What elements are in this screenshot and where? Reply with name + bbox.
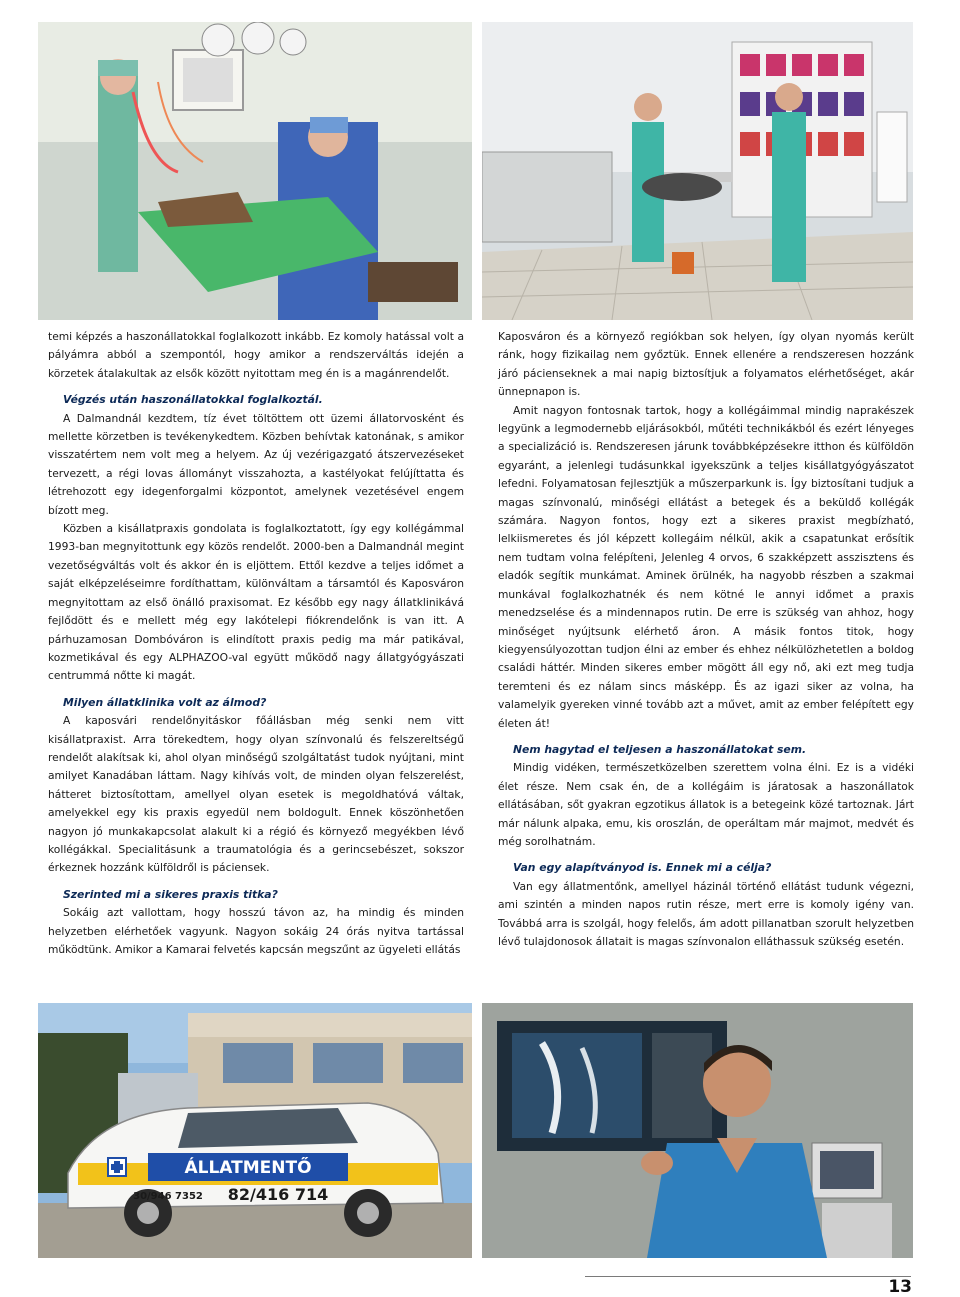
paragraph: A Dalmandnál kezdtem, tíz évet töltöttem ott üzemi állatorvosként és mellette körzetben is tevékenykedtem. Közben behívtak katonának, s amikor visszatértem nem volt meg a helyem. Az új vezérigazgató átszervezéseket tervezett, a régi lovas állományt visszahozta, a kastélyokat felújíttatta és létrehozott egy idegenforgalmi központot, amelynek vezetésével engem bízott meg. (48, 411, 464, 517)
page-number: 13 (888, 1277, 912, 1297)
paragraph: Van egy állatmentőnk, amellyel házinál történő ellátást tudunk végezni, ami szintén a minden napos rutin része, mert erre is komoly igény van. Továbbá arra is szolgál, hogy felelős, ám adott pillanatban szorult helyzetben lévő tulajdonosok állatait is magas színvonalon elláthassuk szükség esetén. (498, 879, 914, 948)
interview-question: Milyen állatklinika volt az álmod? (63, 695, 267, 709)
left-text-column (48, 328, 464, 959)
interview-question: Végzés után haszonállatokkal foglalkoztál. (63, 393, 323, 407)
right-text-column (498, 328, 914, 951)
paragraph: Amit nagyon fontosnak tartok, hogy a kollégáimmal mindig naprakészek legyünk a legmodernebb eljárásokból, műtéti technikákból és ezért lényeges a specializáció is. Rendszeresen járunk továbbképzésekre itthon és külföldön egyaránt, a jelenlegi tudásunkkal igyekszünk a teljes kisállatgyógyászatot lefedni. Folyamatosan fejlesztjük a műszerparkunk is. Így biztosítani tudjuk a magas színvonalú, minőségi ellátást a betegek és a beküldő kollégák számára. Nagyon fontos, hogy ezt a sikeres praxist megbízható, lelkiismeretes és jól képzett kollegáim nélkül, akik a csapatunkat erősítik nem tudtam volna felépíteni, Jelenleg 4 orvos, 6 szakképzett asszisztens és eladók segítik munkámat. Aminek örülnék, ha nagyobb részben a szakmai munkával foglalkozhatnék és nem kötné le annyi időmet a praxis menedzselése és a mindennapos rutin. De erre is szükség van ahhoz, hogy minőséget nyújtsunk elérhető áron. A másik fontos titok, hogy kiegyensúlyozottan tudjon élni az ember és ehhez nélkülözhetetlen a boldog családi háttér. Minden sikeres ember mögött áll egy nő, aki ezt meg tudja teremteni és ez nálam sincs másképp. És az igazi siker az volna, ha valamelyik gyereken vinné tovább azt a művet, amit az ember felépített egy életen át! (498, 403, 914, 730)
paragraph: Sokáig azt vallottam, hogy hosszú távon az, ha mindig és minden helyzetben elérhetőek vagyunk. Nagyon sokáig 24 órás nyitva tartással működtünk. Amikor a Kamarai felvetés kapcsán megszűnt az ügyeleti ellátás (48, 906, 464, 956)
ambulance-phone-small: 30/946 7352 (133, 1191, 203, 1202)
surgery-photo (38, 22, 472, 320)
paragraph: A kaposvári rendelőnyitáskor főállásban még senki nem vitt kisállatpraxist. Arra törekedtem, hogy olyan színvonalú és felszereltségű rendelőt alakítsak ki, ahol olyan minőségű szolgáltatást tudok nyújtani, mint amilyet Kanadában láttam. Nagy kihívás volt, de minden olyan felszerelést, hátteret biztosítottam, amellyel olyan esetek is megoldhatóvá váltak, amelyekkel egy kis praxis egyedül nem boldogult. Ennek köszönhetően nagyon jó munkakapcsolat alakult ki a régió és környező megyékben lévő kollégákkal. Specialitásunk a traumatológia és a gerincsebészet, sokszor érkeznek hozzánk külföldről is páciensek. (48, 714, 464, 875)
xray-doctor-photo (482, 1003, 913, 1258)
paragraph: Kaposváron és a környező regiókban sok helyen, így olyan nyomás került ránk, hogy fizikailag nem győztük. Ennek ellenére a rendszeresen hozzánk járó pácienseknek a mai napig biztosítjuk a folyamatos elérhetőséget, akár ünnepnapon is. (498, 330, 914, 399)
footer-rule (585, 1276, 911, 1277)
clinic-interior-photo (482, 22, 913, 320)
paragraph: Közben a kisállatpraxis gondolata is foglalkoztatott, így egy kollégámmal 1993-ban megnyitottunk egy közös rendelőt. 2000-ben a Dalmandnál megint vezetőségváltás volt és akkor én is eljöttem. Ettől kezdve a teljes időmet a saját elképzeléseimre fordíthattam, különváltam a társamtól és Kaposváron megnyitottam az első önálló praxisomat. Ez később egy nagy állatklinikává fejlődött és e mellett még egy lakótelepi fiókrendelőnk is van itt. A párhuzamosan Dombóváron is elindított praxis pedig ma már patikával, kozmetikával és egy ALPHAZOO-val együtt működő nagy állatgyógyászati centrummá nőtte ki magát. (48, 522, 464, 683)
interview-question: Van egy alapítványod is. Ennek mi a célja? (513, 861, 772, 875)
animal-ambulance-photo (38, 1003, 472, 1258)
ambulance-phone-large: 82/416 714 (227, 1185, 329, 1204)
paragraph: temi képzés a haszonállatokkal foglalkozott inkább. Ez komoly hatással volt a pályámra abból a szempontól, hogy amikor a rendszerváltás idején a körzetek átalakultak az elsők között nyitottam meg én is a magánrendelőt. (48, 330, 464, 380)
ambulance-brand-text: ÁLLATMENTŐ (184, 1158, 312, 1178)
interview-question: Szerinted mi a sikeres praxis titka? (63, 887, 278, 901)
interview-question: Nem hagytad el teljesen a haszonállatokat sem. (513, 742, 807, 756)
paragraph: Mindig vidéken, természetközelben szerettem volna élni. Ez is a vidéki élet része. Nem csak én, de a kollégáim is járatosak a haszonállatok ellátásában, sőt gyakran egzotikus állatok is a betegeink közé tartoznak. Járt már nálunk alpaka, emu, kis oroszlán, de operáltam már majmot, medvét és még sorolhatnám. (498, 761, 914, 848)
